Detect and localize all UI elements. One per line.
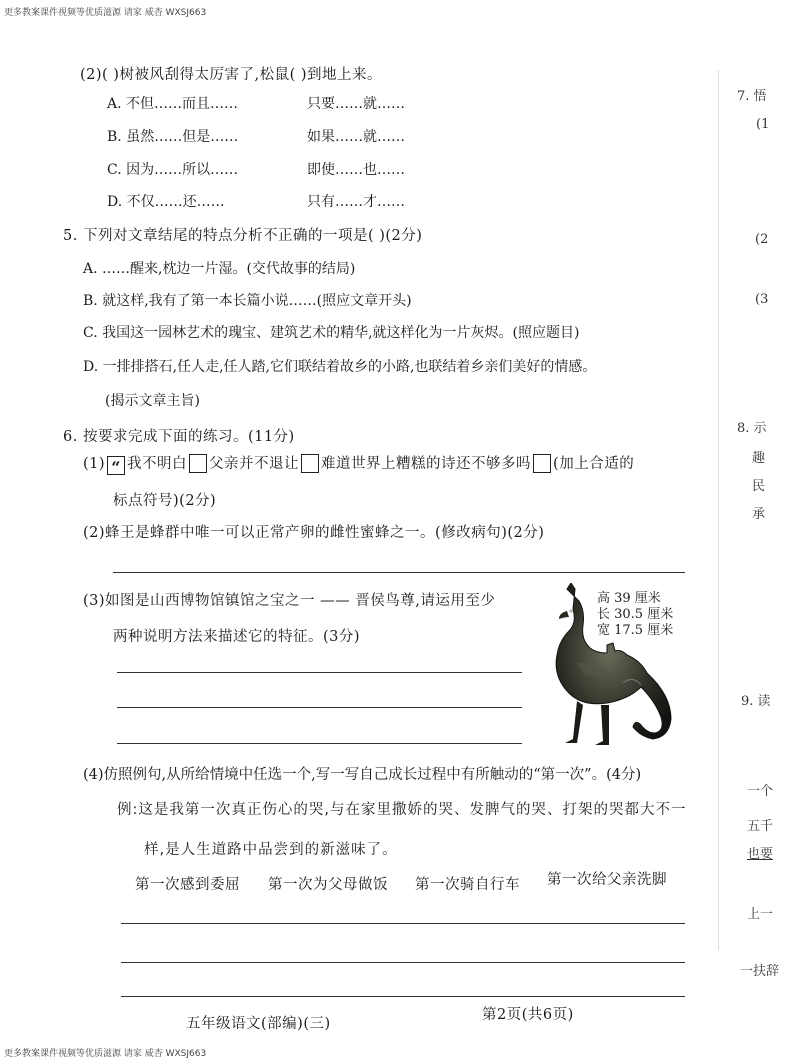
side-q9: 9. 读: [741, 694, 771, 709]
side-text-1: 一个: [747, 784, 774, 799]
answer-line-p4-2[interactable]: [121, 962, 685, 963]
footer-page-number: 第2页(共6页): [482, 1007, 574, 1023]
side-q8-c: 承: [752, 507, 766, 522]
answer-box-4[interactable]: [533, 454, 551, 473]
q6-part3-line2: 两种说明方法来描述它的特征。(3分): [113, 629, 361, 645]
q6-part1-seg3: 难道世界上糟糕的诗还不够多吗: [321, 456, 532, 472]
q6-part1-seg4: (加上合适的: [553, 456, 635, 472]
answer-box-1[interactable]: “: [107, 456, 125, 475]
choice-1: 第一次感到委屈: [135, 877, 240, 893]
side-q8: 8. 示: [737, 421, 767, 436]
q6-part4: (4)仿照例句,从所给情境中任选一个,写一写自己成长过程中有所触动的“第一次”。(4分): [83, 767, 642, 783]
q6-part1-seg2: 父亲并不退让: [209, 456, 300, 472]
q4-2-stem: (2)( )树被风刮得太厉害了,松鼠( )到地上来。: [80, 67, 382, 83]
side-text-3: 也要: [747, 847, 774, 862]
side-q7-2: (2: [755, 232, 769, 247]
answer-line-p4-1[interactable]: [121, 923, 685, 924]
q4-2-option-b-right: 如果……就……: [307, 129, 405, 145]
dims-height: 高 39 厘米: [597, 591, 661, 606]
side-q8-a: 趣: [752, 451, 766, 466]
dims-length: 长 30.5 厘米: [597, 607, 674, 622]
q4-2-option-c-left: C. 因为……所以……: [107, 162, 239, 178]
q5-option-d: D. 一排排搭石,任人走,任人踏,它们联结着故乡的小路,也联结着乡亲们美好的情感。: [83, 359, 597, 375]
side-q7-1: (1: [756, 117, 770, 132]
side-q7-3: (3: [755, 292, 769, 307]
q5-stem: 5. 下列对文章结尾的特点分析不正确的一项是( )(2分): [63, 228, 423, 244]
q6-part4-example2: 样,是人生道路中品尝到的新滋味了。: [144, 842, 398, 858]
q4-2-option-a-left: A. 不但……而且……: [107, 96, 239, 112]
answer-line-p4-3[interactable]: [121, 996, 685, 997]
q4-2-option-b-left: B. 虽然……但是……: [107, 129, 239, 145]
answer-box-3[interactable]: [301, 454, 319, 473]
answer-line-p2[interactable]: [113, 572, 685, 573]
choice-2: 第一次为父母做饭: [268, 877, 388, 893]
side-text-2: 五千: [747, 819, 774, 834]
choice-4: 第一次给父亲洗脚: [547, 872, 667, 888]
q5-option-a: A. ……醒来,枕边一片湿。(交代故事的结局): [83, 261, 356, 277]
answer-line-p3-2[interactable]: [117, 707, 522, 708]
q6-part1-num: (1): [83, 456, 106, 472]
q6-stem: 6. 按要求完成下面的练习。(11分): [63, 429, 295, 445]
side-text-5: 一扶辞: [740, 964, 780, 979]
q4-2-option-c-right: 即使……也……: [307, 162, 405, 178]
answer-line-p3-3[interactable]: [117, 743, 522, 744]
q6-part3-line1: (3)如图是山西博物馆镇馆之宝之一 —— 晋侯鸟尊,请运用至少: [83, 593, 496, 609]
side-q7: 7. 悟: [737, 89, 767, 104]
page-divider: [718, 70, 719, 950]
q6-part1: [83, 452, 634, 475]
dims-width: 宽 17.5 厘米: [597, 623, 674, 638]
q4-2-option-d-right: 只有……才……: [307, 194, 405, 210]
side-text-4: 上一: [747, 907, 774, 922]
q5-option-b: B. 就这样,我有了第一本长篇小说……(照应文章开头): [83, 293, 412, 309]
q6-part1-seg1: 我不明白: [127, 456, 188, 472]
answer-line-p3-1[interactable]: [117, 672, 522, 673]
q6-part4-example1: 例:这是我第一次真正伤心的哭,与在家里撒娇的哭、发脾气的哭、打架的哭都大不一: [117, 802, 687, 818]
q4-2-option-a-right: 只要……就……: [307, 96, 405, 112]
q6-part1-cont: 标点符号)(2分): [113, 493, 217, 509]
q4-2-option-d-left: D. 不仅……还……: [107, 194, 225, 210]
header-watermark: 更多教案课件视频等优质滋源 请家 威杏 WXSJ663: [4, 8, 207, 18]
q5-option-d-note: (揭示文章主旨): [105, 393, 200, 409]
footer-watermark: 更多教案课件视频等优质滋源 请家 威杏 WXSJ663: [4, 1049, 207, 1059]
q6-part2: (2)蜂王是蜂群中唯一可以正常产卵的雌性蜜蜂之一。(修改病句)(2分): [83, 525, 545, 541]
side-q8-b: 民: [752, 479, 766, 494]
answer-box-2[interactable]: [189, 454, 207, 473]
choice-3: 第一次骑自行车: [415, 877, 520, 893]
q5-option-c: C. 我国这一园林艺术的瑰宝、建筑艺术的精华,就这样化为一片灰烬。(照应题目): [83, 325, 580, 341]
footer-subject: 五年级语文(部编)(三): [186, 1016, 331, 1032]
